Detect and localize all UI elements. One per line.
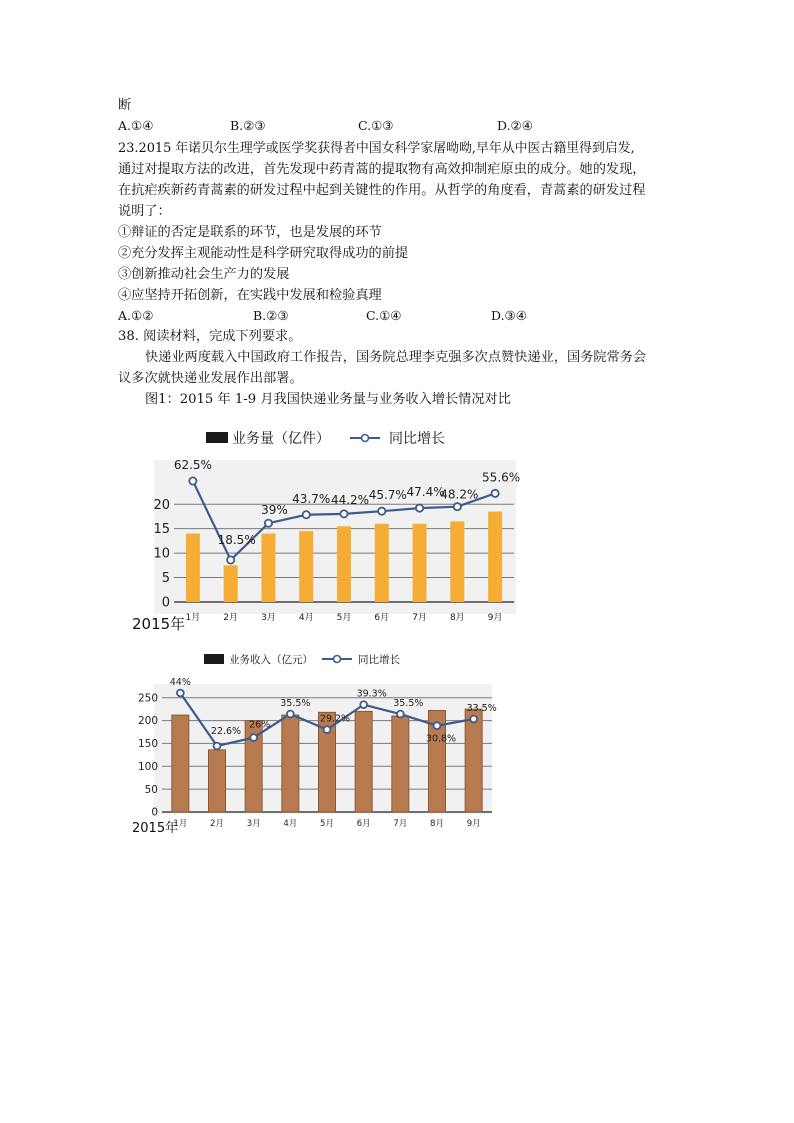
bar [355,711,372,812]
year-label: 2015年 [132,615,186,633]
data-label: 22.6% [210,726,242,737]
growth-point [214,743,221,750]
x-tick-label: 4月 [283,819,298,829]
data-label: 55.6% [482,470,521,485]
data-label: 33.5% [466,703,497,715]
q38-paragraph-cont: 议多次就快递业发展作出部署。 [118,371,303,386]
x-tick-label: 2月 [223,613,239,623]
growth-point [360,701,367,708]
y-tick-label: 100 [137,760,158,773]
bar [282,715,299,812]
x-tick-label: 9月 [487,613,503,623]
growth-point [416,505,423,512]
revenue-chart [132,644,498,836]
y-tick-label: 5 [161,571,170,587]
bar [413,524,427,602]
growth-point [434,722,441,729]
growth-point [324,726,331,733]
q22-option-c: C.①③ [358,118,394,133]
y-tick-label: 0 [151,806,158,819]
bar [450,521,464,602]
legend-marker [334,656,341,663]
x-tick-label: 8月 [430,819,444,829]
data-label: 29.2% [319,713,351,725]
q23-statement-3: ③创新推动社会生产力的发展 [118,267,290,282]
bar [465,709,482,812]
legend-swatch-bar [206,432,228,443]
legend-swatch-bar [204,654,224,664]
x-tick-label: 3月 [246,819,261,829]
x-tick-label: 3月 [261,613,276,623]
data-label: 30.8% [425,733,457,745]
bar [392,716,409,812]
data-label: 26% [249,719,271,731]
legend-label-line: 同比增长 [358,654,400,666]
bar [186,534,200,602]
q23-option-c: C.①④ [366,308,402,323]
year-label: 2015年 [132,821,179,836]
y-tick-label: 150 [137,738,158,751]
q23-line: 23.2015 年诺贝尔生理学或医学奖获得者中国女科学家屠呦呦,早年从中医古籍里得到启发, [118,141,635,156]
y-tick-label: 200 [137,715,158,728]
data-label: 47.4% [406,485,445,500]
data-label: 43.7% [292,491,331,506]
x-tick-label: 8月 [449,613,465,623]
y-tick-label: 10 [153,546,170,562]
bar [261,534,275,602]
x-tick-label: 4月 [298,613,314,623]
growth-point [227,556,234,563]
data-label: 44% [169,677,191,688]
x-tick-label: 9月 [466,819,481,829]
q38-title: 38. 阅读材料，完成下列要求。 [118,329,302,344]
bar [224,565,238,602]
growth-point [454,503,461,510]
growth-point [177,690,184,697]
y-tick-label: 250 [137,692,158,705]
growth-point [470,716,477,723]
x-tick-label: 7月 [393,819,408,829]
data-label: 45.7% [368,488,407,503]
growth-point [265,520,272,527]
data-label: 39.3% [356,688,387,700]
q23-statement-1: ①辩证的否定是联系的环节，也是发展的环节 [118,225,382,240]
q22-option-b: B.②③ [230,118,266,133]
figure-caption: 图1：2015 年 1-9 月我国快递业务量与业务收入增长情况对比 [145,392,511,407]
x-tick-label: 2月 [210,819,224,829]
x-tick-label: 1月 [185,613,201,623]
q23-option-d: D.③④ [491,308,527,323]
q23-line: 通过对提取方法的改进，首先发现中药青蒿的提取物有高效抑制疟原虫的成分。她的发现， [118,162,646,177]
x-tick-label: 5月 [320,819,334,829]
bar [209,750,226,812]
q23-statement-2: ②充分发挥主观能动性是科学研究取得成功的前提 [118,246,409,261]
data-label: 35.5% [393,698,424,710]
q38-paragraph: 快递业两度载入中国政府工作报告，国务院总理李克强多次点赞快递业，国务院常务会 [145,350,647,365]
data-label: 39% [261,503,288,518]
q23-statement-4: ④应坚持开拓创新，在实践中发展和检验真理 [118,288,382,303]
x-tick-label: 6月 [356,819,371,829]
growth-point [189,477,196,484]
x-tick-label: 5月 [336,613,352,623]
volume-chart [132,422,524,634]
q23-option-a: A.①② [118,308,154,323]
q22-tail: 断 [118,98,132,113]
legend-label-bar: 业务量（亿件） [232,431,330,447]
q23-line: 说明了： [118,204,171,219]
growth-point [492,490,499,497]
x-tick-label: 1月 [173,819,188,829]
y-tick-label: 50 [144,783,158,796]
y-tick-label: 0 [161,595,170,611]
growth-point [303,511,310,518]
data-label: 48.2% [440,487,479,502]
x-tick-label: 6月 [374,613,390,623]
x-tick-label: 7月 [412,613,427,623]
data-label: 62.5% [173,458,212,472]
legend-marker [362,435,369,442]
bar [299,531,313,602]
q22-option-d: D.②④ [497,118,533,133]
bar [488,512,502,602]
y-tick-label: 20 [153,497,170,513]
legend-label-bar: 业务收入（亿元） [229,654,313,666]
q22-option-a: A.①④ [118,118,154,133]
growth-point [378,508,385,515]
bar [172,715,189,812]
growth-point [340,510,347,517]
data-label: 44.2% [330,492,370,507]
y-tick-label: 15 [153,522,170,538]
bar [337,526,351,602]
data-label: 18.5% [217,533,256,547]
q23-option-b: B.②③ [253,308,289,323]
growth-point [250,734,257,741]
data-label: 35.5% [280,698,311,710]
q23-line: 在抗疟疾新药青蒿素的研发过程中起到关键性的作用。从哲学的角度看，青蒿素的研发过程 [118,183,646,198]
legend-label-line: 同比增长 [389,431,445,447]
growth-point [287,711,294,718]
bar [375,524,389,602]
growth-point [397,711,404,718]
